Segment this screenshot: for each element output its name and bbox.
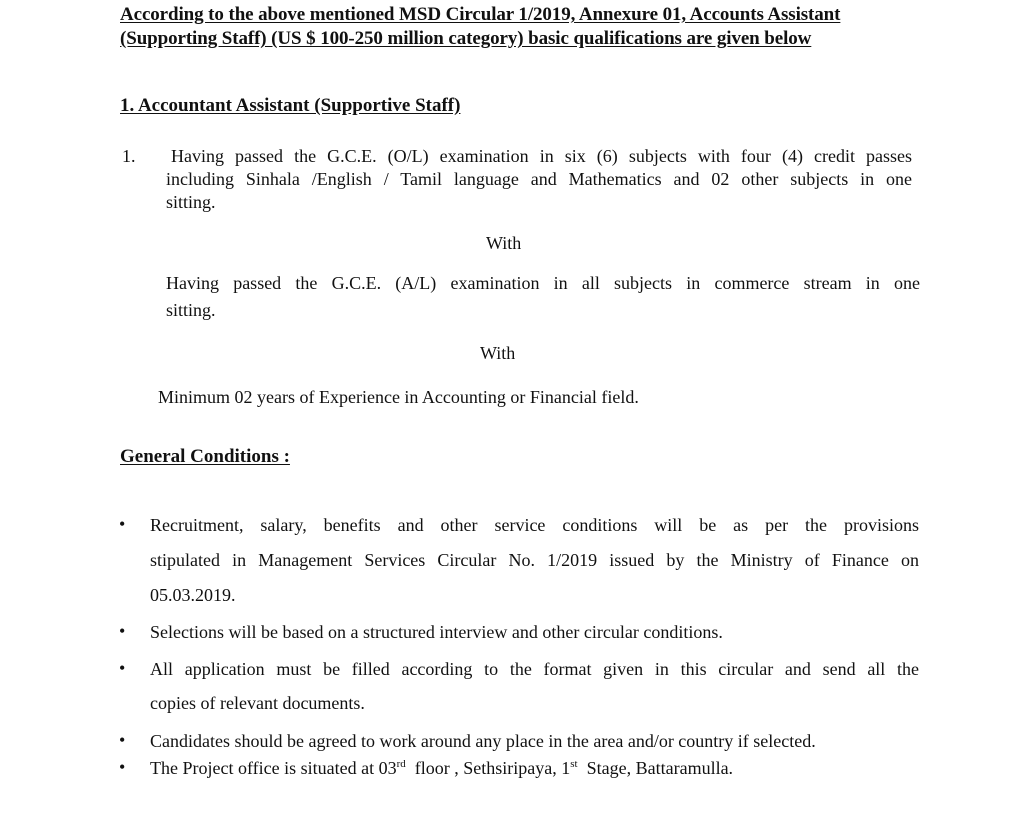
condition-4-line-1: Candidates should be agreed to work around any place in the area and/or country if selected. bbox=[150, 731, 816, 751]
ordinal-suffix-rd: rd bbox=[396, 758, 406, 770]
al-requirement-line-2: sitting. bbox=[166, 300, 216, 320]
condition-1-line-3: 05.03.2019. bbox=[150, 585, 236, 605]
ol-requirement-line-3: sitting. bbox=[166, 192, 216, 212]
with-connector-2: With bbox=[480, 343, 516, 363]
bullet-icon: • bbox=[119, 658, 126, 678]
condition-1-line-1: Recruitment, salary, benefits and other service conditions will be as per the provisions bbox=[150, 515, 919, 535]
ol-requirement-line-1: Having passed the G.C.E. (O/L) examination in six (6) subjects with four (4) credit passes bbox=[171, 146, 912, 166]
with-connector-1: With bbox=[486, 233, 522, 253]
document-title-line-2: (Supporting Staff) (US $ 100-250 million category) basic qualifications are given below bbox=[120, 28, 812, 49]
bullet-icon: • bbox=[119, 730, 126, 750]
ol-requirement-line-2: including Sinhala /English / Tamil language and Mathematics and 02 other subjects in one bbox=[166, 169, 912, 189]
bullet-icon: • bbox=[119, 514, 126, 534]
condition-2-line-1: Selections will be based on a structured interview and other circular conditions. bbox=[150, 622, 723, 642]
qualification-number: 1. bbox=[122, 146, 136, 166]
bullet-icon: • bbox=[119, 757, 126, 777]
document-title-line-1: According to the above mentioned MSD Circular 1/2019, Annexure 01, Accounts Assistant bbox=[120, 4, 841, 25]
condition-1-line-2: stipulated in Management Services Circular No. 1/2019 issued by the Ministry of Finance on bbox=[150, 550, 919, 570]
section-heading: 1. Accountant Assistant (Supportive Staff) bbox=[120, 95, 461, 116]
condition-3-line-1: All application must be filled according to the format given in this circular and send all the bbox=[150, 659, 919, 679]
general-conditions-heading: General Conditions : bbox=[120, 446, 290, 467]
condition-5-text-a: The Project office is situated at 03 bbox=[150, 758, 397, 778]
al-requirement-line-1: Having passed the G.C.E. (A/L) examination in all subjects in commerce stream in one bbox=[166, 273, 920, 293]
condition-3-line-2: copies of relevant documents. bbox=[150, 693, 365, 713]
condition-5-text-b: floor , Sethsiripaya, 1 bbox=[405, 758, 571, 778]
experience-requirement: Minimum 02 years of Experience in Accounting or Financial field. bbox=[158, 387, 639, 407]
bullet-icon: • bbox=[119, 621, 126, 641]
ordinal-suffix-st: st bbox=[570, 758, 578, 770]
condition-5-line-1 bbox=[150, 757, 733, 780]
condition-5-text-c: Stage, Battaramulla. bbox=[577, 758, 734, 778]
